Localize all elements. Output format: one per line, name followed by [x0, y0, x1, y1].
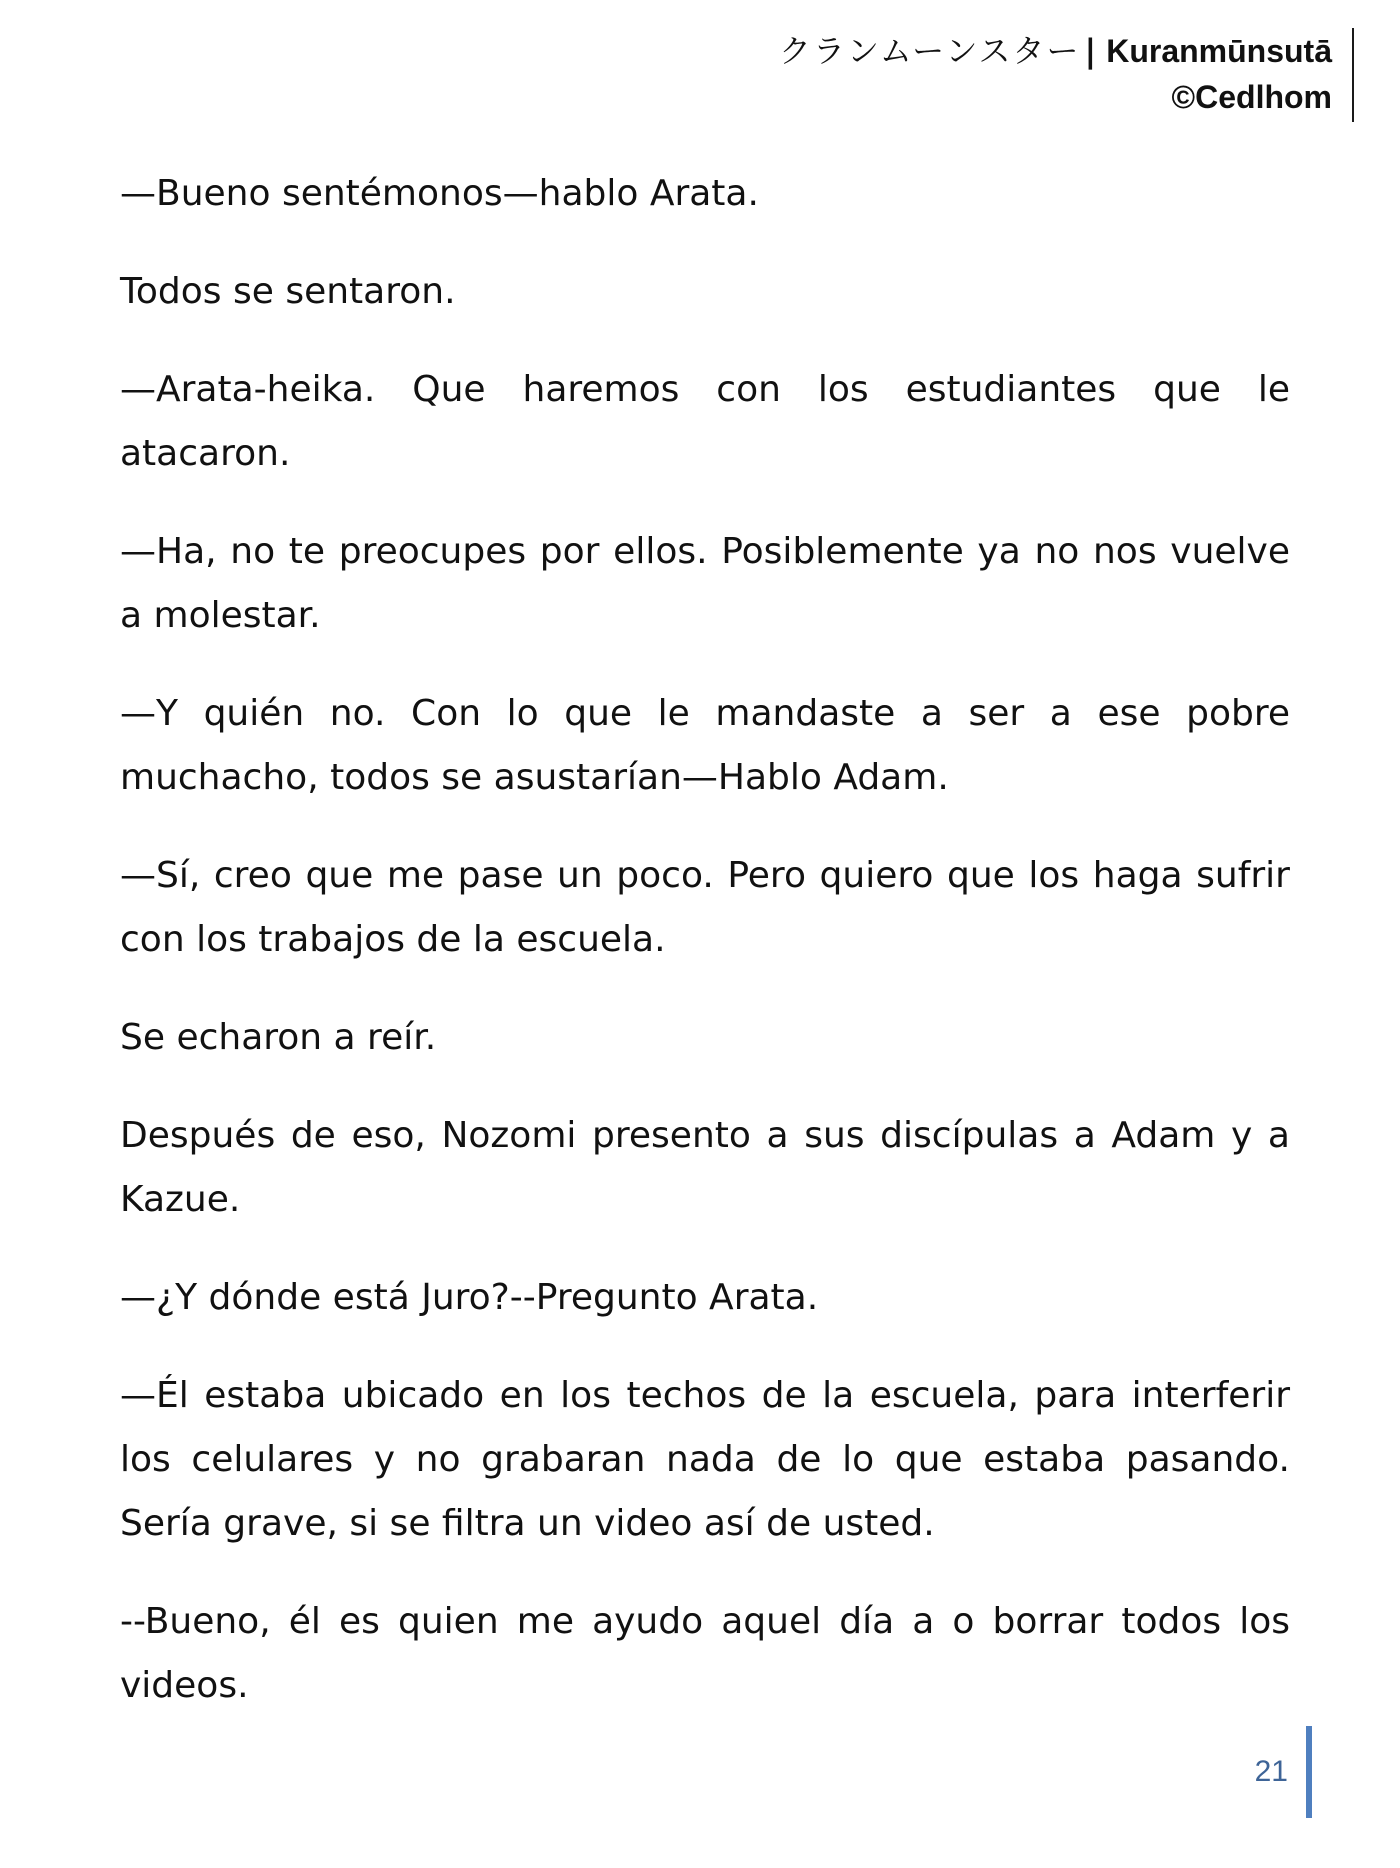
- paragraph: --Bueno, él es quien me ayudo aquel día a o borrar todos los videos.: [120, 1601, 1290, 1706]
- paragraph: Después de eso, Nozomi presento a sus discípulas a Adam y a Kazue.: [120, 1115, 1290, 1220]
- paragraph: —Sí, creo que me pase un poco. Pero quiero que los haga sufrir con los trabajos de la escuela.: [120, 855, 1290, 960]
- page-body: [120, 162, 1290, 1752]
- page-header: [454, 28, 1354, 122]
- paragraph: —Ha, no te preocupes por ellos. Posiblemente ya no nos vuelve a molestar.: [120, 531, 1290, 636]
- header-title-line: [454, 28, 1332, 74]
- page-number-bar: [1306, 1726, 1312, 1818]
- page-footer: [1255, 1726, 1312, 1818]
- japanese-title: クランムーンスター: [778, 32, 1081, 70]
- paragraph: —¿Y dónde está Juro?--Pregunto Arata.: [120, 1277, 819, 1318]
- paragraph: Se echaron a reír.: [120, 1017, 437, 1058]
- paragraph: Todos se sentaron.: [120, 271, 456, 312]
- copyright-notice: ©Cedlhom: [1171, 79, 1332, 115]
- paragraph: —Él estaba ubicado en los techos de la escuela, para interferir los celulares y no grabaran nada de lo que estaba pasando. Sería grave, si se filtra un video así de usted.: [120, 1375, 1290, 1544]
- paragraph: —Bueno sentémonos—hablo Arata.: [120, 173, 759, 214]
- paragraph: —Arata-heika. Que haremos con los estudiantes que le atacaron.: [120, 369, 1290, 474]
- page-number: 21: [1254, 1755, 1288, 1788]
- romaji-title: Kuranmūnsutā: [1106, 33, 1332, 69]
- title-separator: |: [1084, 32, 1097, 70]
- paragraph: —Y quién no. Con lo que le mandaste a ser a ese pobre muchacho, todos se asustarían—Hablo Adam.: [120, 693, 1290, 798]
